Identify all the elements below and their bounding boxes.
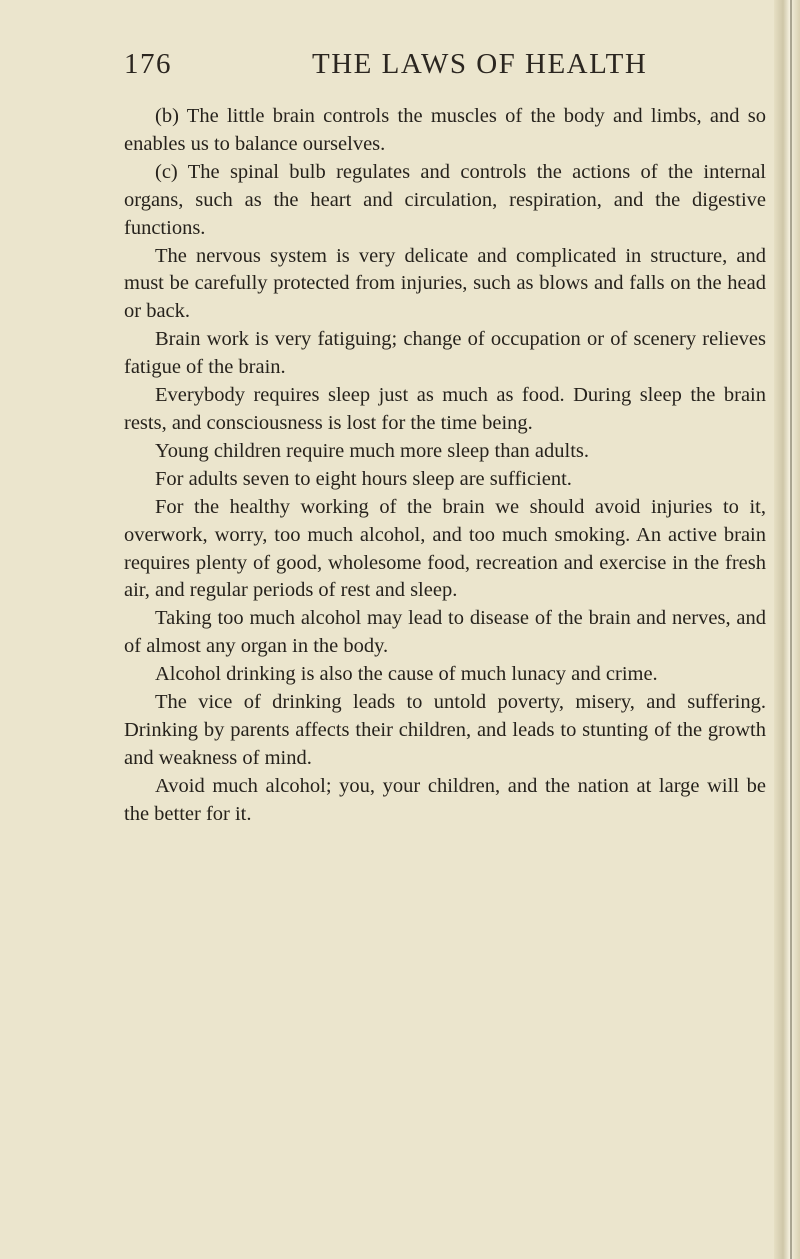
paragraph-spinal-bulb: (c) The spinal bulb regulates and controls the actions of the internal organs, such as the heart and circulation, respiration, and the digestive functions. xyxy=(124,160,766,239)
paragraph-vice-of-drinking: The vice of drinking leads to untold poverty, misery, and suffering. Drinking by parents affects their children, and leads to stunting of the growth and weakness of mind. xyxy=(124,691,766,769)
paragraph-lunacy-crime: Alcohol drinking is also the cause of much lunacy and crime. xyxy=(155,663,658,686)
paragraph-sleep: Everybody requires sleep just as much as food. During sleep the brain rests, and consciousness is lost for the time being. xyxy=(124,384,766,434)
page-header xyxy=(124,48,776,88)
page-body-text xyxy=(124,103,766,829)
running-head-title: THE LAWS OF HEALTH xyxy=(312,48,648,80)
paragraph-alcohol-disease: Taking too much alcohol may lead to disease of the brain and nerves, and of almost any organ in the body. xyxy=(124,607,766,658)
paragraph-little-brain: (b) The little brain controls the muscles of the body and limbs, and so enables us to balance ourselves. xyxy=(124,105,766,155)
page-number: 176 xyxy=(124,48,172,80)
paragraph-adults-sleep: For adults seven to eight hours sleep are sufficient. xyxy=(155,467,572,490)
page-edge-shadow xyxy=(774,0,800,1259)
paragraph-young-children: Young children require much more sleep than adults. xyxy=(155,439,590,462)
paragraph-healthy-brain: For the healthy working of the brain we should avoid injuries to it, overwork, worry, too much alcohol, and too much smoking. An active brain requires plenty of good, wholesome food, recreation and exercise in the fresh air, and regular periods of rest and sleep. xyxy=(124,495,766,602)
paragraph-avoid-alcohol: Avoid much alcohol; you, your children, and the nation at large will be the better for it. xyxy=(124,774,766,825)
paragraph-brain-work: Brain work is very fatiguing; change of occupation or of scenery relieves fatigue of the brain. xyxy=(124,328,766,379)
page-edge-line xyxy=(790,0,792,1259)
paragraph-nervous-system: The nervous system is very delicate and complicated in structure, and must be carefully protected from injuries, such as blows and falls on the head or back. xyxy=(124,244,766,323)
